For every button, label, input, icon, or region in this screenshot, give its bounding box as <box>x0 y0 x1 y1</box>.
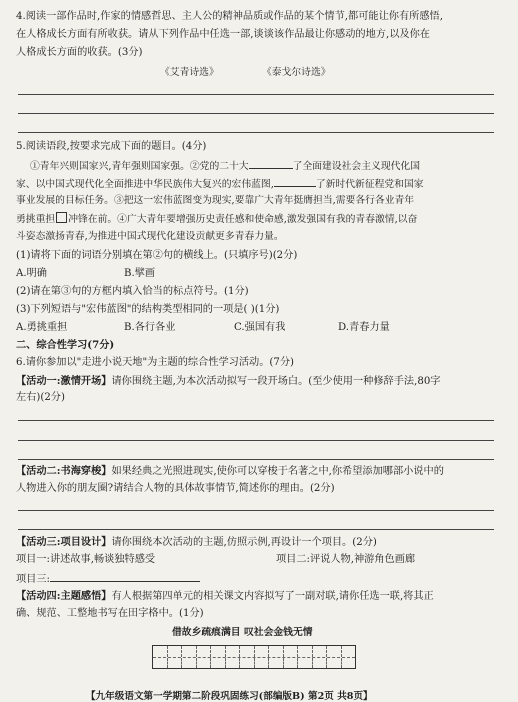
punctuation-box[interactable] <box>56 212 67 223</box>
item3-blank[interactable] <box>50 571 200 582</box>
answer-line[interactable] <box>18 94 494 95</box>
page-footer: 【九年级语文第一学期第二阶段巩固练习(部编版B) 第2页 共8页】 <box>86 691 373 702</box>
q4-line2: 在人格成长方面有所收获。请从下列作品中任选一部,谈谈该作品最让你感动的地方,以及你在 <box>16 29 430 40</box>
q5-sub3-option-a: A.勇挑重担 <box>16 322 68 333</box>
writing-grid[interactable] <box>152 645 356 669</box>
activity4-prompt-line2: 确、规范、工整地书写在田字格中。(1分) <box>16 608 204 619</box>
activity1-prompt-line2: 左右)(2分) <box>16 392 65 403</box>
blank-2[interactable] <box>274 176 316 187</box>
activity3-prompt: 【活动三:项目设计】请你围绕本次活动的主题,仿照示例,再设计一个项目。(2分) <box>16 536 377 548</box>
q5-passage-line3: 事业发展的目标任务。③把这一宏伟蓝图变为现实,要靠广大青年挺膺担当,需要各行各业青年 <box>16 195 415 206</box>
answer-line[interactable] <box>18 440 494 441</box>
blank-1[interactable] <box>249 158 293 169</box>
activity1-prompt: 【活动一:激情开场】请你围绕主题,为本次活动拟写一段开场白。(至少使用一种修辞手法,80字 <box>16 375 441 387</box>
q4-book1: 《艾青诗选》 <box>160 67 219 78</box>
q5-sub3: (3)下列短语与"宏伟蓝图"的结构类型相同的一项是( )(1分) <box>16 304 280 315</box>
answer-line[interactable] <box>18 113 494 114</box>
activity3-item2: 项目二:评说人物,神游角色画廊 <box>276 554 416 565</box>
q5-title: 5.阅读语段,按要求完成下面的题目。(4分) <box>16 141 207 152</box>
activity2-prompt: 【活动二:书海穿梭】如果经典之光照进现实,使你可以穿梭于名著之中,你希望添加哪部小说中的 <box>16 465 444 477</box>
answer-line[interactable] <box>18 420 494 421</box>
section-heading: 二、综合性学习(7分) <box>16 339 115 351</box>
couplet-text: 借故乡疏痕满目 叹社会金钱无情 <box>172 627 313 638</box>
answer-line[interactable] <box>18 510 494 511</box>
q5-passage-line5: 斗姿态激扬青春,为推进中国式现代化建设贡献更多青春力量。 <box>16 231 284 242</box>
activity3-item1: 项目一:讲述故事,畅谈独特感受 <box>16 554 156 565</box>
q5-sub3-option-b: B.各行各业 <box>124 322 176 333</box>
activity2-prompt-line2: 人物进入你的朋友圈?请结合人物的具体故事情节,简述你的理由。(2分) <box>16 483 335 494</box>
activity4-prompt: 【活动四:主题感悟】有人根据第四单元的相关课文内容拟写了一副对联,请你任选一联,将其正 <box>16 590 434 602</box>
answer-line[interactable] <box>18 529 494 530</box>
q5-sub1-option-b: B.擘画 <box>124 268 156 279</box>
q5-sub3-option-c: C.强国有我 <box>234 322 286 333</box>
q5-sub1-option-a: A.明确 <box>16 268 47 279</box>
q6-title: 6.请你参加以"走进小说天地"为主题的综合性学习活动。(7分) <box>16 357 295 368</box>
q5-passage-line1: ①青年兴则国家兴,青年强则国家强。②党的二十大 了全面建设社会主义现代化国 <box>30 158 420 174</box>
answer-line[interactable] <box>18 459 494 460</box>
q5-sub3-option-d: D.青春力量 <box>338 322 390 333</box>
activity3-item3: 项目三: <box>16 571 200 587</box>
q4-line1: 4.阅读一部作品时,作家的情感哲思、主人公的精神品质或作品的某个情节,都可能让你有所感悟, <box>16 11 443 22</box>
answer-line[interactable] <box>18 132 494 133</box>
q4-line3: 人格成长方面的收获。(3分) <box>16 47 143 58</box>
q4-book2: 《泰戈尔诗选》 <box>262 67 331 78</box>
q5-passage-line2: 家、以中国式现代化全面推进中华民族伟大复兴的宏伟蓝图, 了新时代新征程党和国家 <box>16 176 424 192</box>
q5-passage-line4: 勇挑重担 冲锋在前。④广大青年要增强历史责任感和使命感,激发强国有我的青春激情,以奋 <box>16 214 418 225</box>
q5-sub2: (2)请在第③句的方框内填入恰当的标点符号。(1分) <box>16 286 249 297</box>
q5-sub1: (1)请将下面的词语分别填在第②句的横线上。(只填序号)(2分) <box>16 250 298 261</box>
